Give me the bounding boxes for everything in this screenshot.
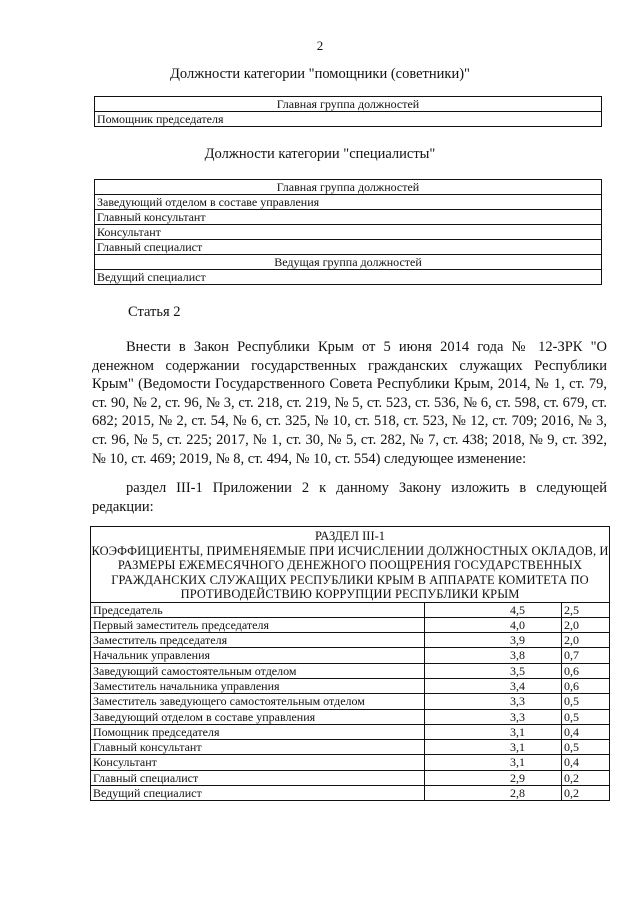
- assistants-positions-table: [94, 96, 602, 127]
- salary-coefficient: 3,5: [425, 663, 562, 678]
- section-label: РАЗДЕЛ III-1: [314, 529, 386, 543]
- coefficient-row: [91, 648, 609, 663]
- position-name: Заместитель председателя: [91, 633, 425, 648]
- position-name: Заместитель заведующего самостоятельным отделом: [91, 694, 425, 709]
- position-label: Консультант: [95, 225, 602, 240]
- coefficients-table-header: [91, 527, 609, 603]
- coefficients-table: [90, 526, 610, 801]
- coefficient-row: [91, 633, 609, 648]
- coefficient-row: [91, 709, 609, 724]
- position-name: Начальник управления: [91, 648, 425, 663]
- group-label: Ведущая группа должностей: [95, 255, 602, 270]
- coefficient-row: [91, 678, 609, 693]
- group-label: Главная группа должностей: [95, 180, 602, 195]
- coefficient-row: [91, 755, 609, 770]
- monthly-bonus: 0,6: [562, 678, 610, 693]
- coefficient-row: [91, 740, 609, 755]
- salary-coefficient: 3,8: [425, 648, 562, 663]
- position-label: Главный специалист: [95, 240, 602, 255]
- group-label: Главная группа должностей: [95, 97, 602, 112]
- monthly-bonus: 2,0: [562, 633, 610, 648]
- coefficient-row: [91, 694, 609, 709]
- position-name: Главный консультант: [91, 740, 425, 755]
- coefficient-row: [91, 617, 609, 632]
- section2-title: Должности категории "специалисты": [204, 146, 436, 162]
- monthly-bonus: 0,5: [562, 694, 610, 709]
- position-name: Главный специалист: [91, 770, 425, 785]
- page-number: 2: [316, 38, 324, 53]
- coefficient-row: [91, 663, 609, 678]
- position-name: Заведующий самостоятельным отделом: [91, 663, 425, 678]
- salary-coefficient: 4,0: [425, 617, 562, 632]
- salary-coefficient: 3,1: [425, 755, 562, 770]
- amendment-paragraph: Внести в Закон Республики Крым от 5 июня 2014 года № 12-ЗРК "О денежном содержании государственных гражданских служащих Республики Крым" (Ведомости Государственного Совета Республики Крым, 2014, № 1, ст. 79, ст. 90, № 2, ст. 96, № 3, ст. 218, ст. 219, № 5, ст. 523, ст. 536, № 6, ст. 598, ст. 679, ст. 682; 2015, № 2, ст. 54, № 6, ст. 325, № 10, ст. 518, ст. 523, № 12, ст. 709; 2016, № 3, ст. 96, № 5, ст. 225; 2017, № 1, ст. 30, № 5, ст. 282, № 7, ст. 438; 2018, № 9, ст. 392, № 10, ст. 469; 2019, № 8, ст. 494, № 10, ст. 554) следующее изменение:: [92, 339, 607, 467]
- article-heading: Статья 2: [128, 304, 181, 320]
- monthly-bonus: 0,2: [562, 770, 610, 785]
- coefficients-body: [91, 603, 609, 801]
- salary-coefficient: 3,9: [425, 633, 562, 648]
- monthly-bonus: 0,4: [562, 724, 610, 739]
- coefficient-row: [91, 786, 609, 801]
- monthly-bonus: 0,5: [562, 740, 610, 755]
- position-row: [95, 270, 602, 285]
- salary-coefficient: 3,4: [425, 678, 562, 693]
- monthly-bonus: 0,7: [562, 648, 610, 663]
- coefficient-row: [91, 724, 609, 739]
- group-row: [95, 255, 602, 270]
- monthly-bonus: 0,4: [562, 755, 610, 770]
- position-label: Главный консультант: [95, 210, 602, 225]
- assistants-positions-body: [95, 97, 602, 127]
- monthly-bonus: 0,2: [562, 786, 610, 801]
- salary-coefficient: 2,8: [425, 786, 562, 801]
- position-name: Консультант: [91, 755, 425, 770]
- position-row: [95, 195, 602, 210]
- position-name: Председатель: [91, 603, 425, 618]
- position-name: Заведующий отделом в составе управления: [91, 709, 425, 724]
- coefficient-row: [91, 770, 609, 785]
- position-label: Заведующий отделом в составе управления: [95, 195, 602, 210]
- specialists-positions-body: [95, 180, 602, 285]
- position-row: [95, 240, 602, 255]
- section1-title: Должности категории "помощники (советники)": [170, 66, 470, 82]
- position-name: Первый заместитель председателя: [91, 617, 425, 632]
- position-row: [95, 210, 602, 225]
- position-name: Помощник председателя: [91, 724, 425, 739]
- position-row: [95, 225, 602, 240]
- salary-coefficient: 2,9: [425, 770, 562, 785]
- salary-coefficient: 3,3: [425, 694, 562, 709]
- salary-coefficient: 3,3: [425, 709, 562, 724]
- position-label: Помощник председателя: [95, 112, 602, 127]
- coefficient-row: [91, 603, 609, 618]
- position-label: Ведущий специалист: [95, 270, 602, 285]
- monthly-bonus: 0,5: [562, 709, 610, 724]
- group-row: [95, 97, 602, 112]
- monthly-bonus: 2,5: [564, 602, 579, 617]
- position-row: [95, 112, 602, 127]
- position-name: Заместитель начальника управления: [91, 678, 425, 693]
- monthly-bonus: 2,0: [562, 617, 610, 632]
- amendment-instruction: раздел III-1 Приложении 2 к данному Закону изложить в следующей редакции:: [92, 480, 607, 515]
- position-name: Ведущий специалист: [91, 786, 425, 801]
- group-row: [95, 180, 602, 195]
- monthly-bonus: 0,6: [562, 663, 610, 678]
- coefficients-grid: [91, 603, 609, 801]
- coefficients-caption: КОЭФФИЦИЕНТЫ, ПРИМЕНЯЕМЫЕ ПРИ ИСЧИСЛЕНИИ ДОЛЖНОСТНЫХ ОКЛАДОВ, И РАЗМЕРЫ ЕЖЕМЕСЯЧНОГО ДЕНЕЖНОГО ПООЩРЕНИЯ ГОСУДАРСТВЕННЫХ ГРАЖДАНСКИХ СЛУЖАЩИХ РЕСПУБЛИКИ КРЫМ В АППАРАТЕ КОМИТЕТА ПО ПРОТИВОДЕЙСТВИЮ КОРРУПЦИИ РЕСПУБЛИКИ КРЫМ: [91, 543, 609, 601]
- salary-coefficient: 3,1: [425, 724, 562, 739]
- specialists-positions-table: [94, 179, 602, 285]
- salary-coefficient: 3,1: [425, 740, 562, 755]
- salary-coefficient: 4,5: [425, 603, 562, 618]
